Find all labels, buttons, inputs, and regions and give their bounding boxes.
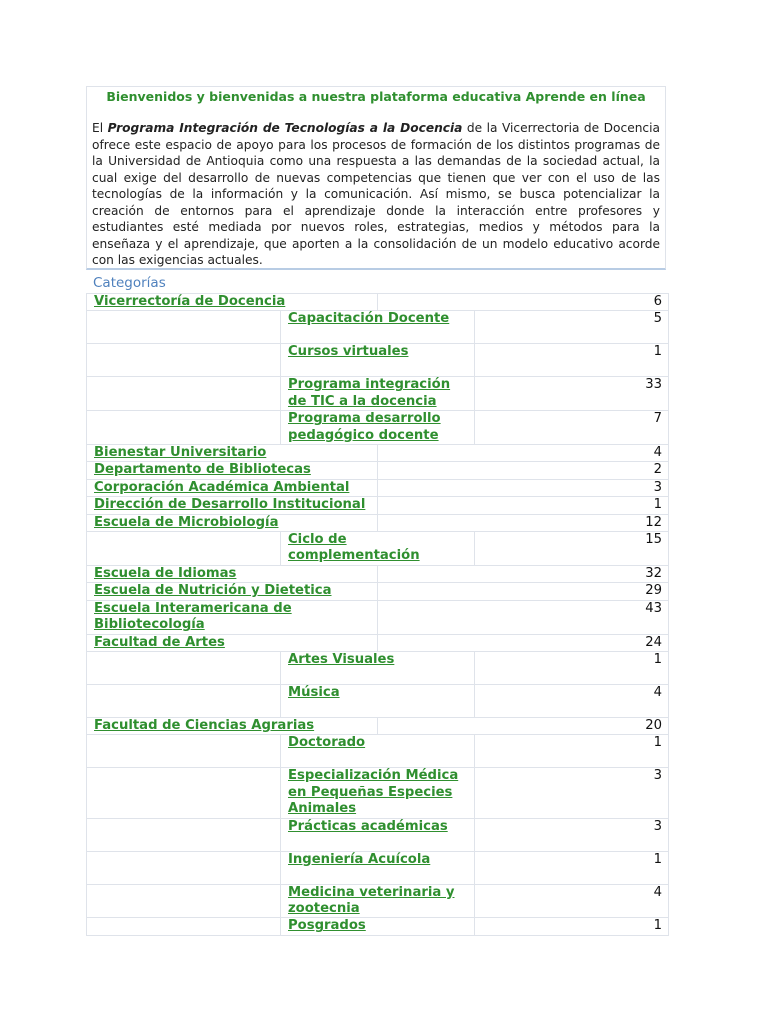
subcategory-link[interactable]: Posgrados: [288, 918, 366, 934]
category-count: 24: [378, 634, 669, 651]
category-count: 6: [378, 294, 669, 311]
subcategory-row: [87, 532, 669, 566]
category-row: [87, 634, 669, 651]
subcategory-link[interactable]: Ciclo de complementación: [288, 532, 420, 564]
subcategory-link[interactable]: Ingeniería Acuícola: [288, 851, 431, 867]
subcategory-name-cell: [281, 768, 475, 818]
indent-cell: [87, 311, 281, 344]
category-count: 3: [378, 479, 669, 496]
intro-paragraph: [92, 120, 660, 269]
category-link[interactable]: Corporación Académica Ambiental: [94, 479, 350, 495]
welcome-title: Bienvenidos y bienvenidas a nuestra plataforma educativa Aprende en línea: [106, 89, 646, 104]
subcategory-link[interactable]: Programa desarrollo pedagógico docente: [288, 411, 441, 443]
category-count: 5: [475, 311, 669, 344]
subcategory-row: [87, 377, 669, 411]
category-count: 1: [475, 735, 669, 768]
category-name-cell: [87, 479, 378, 496]
indent-cell: [87, 884, 281, 918]
category-name-cell: [87, 583, 378, 600]
categories-heading: Categorías: [93, 275, 166, 291]
subcategory-name-cell: [281, 651, 475, 684]
category-name-cell: [87, 565, 378, 582]
subcategory-name-cell: [281, 884, 475, 918]
category-count: 15: [475, 532, 669, 566]
category-count: 43: [378, 600, 669, 634]
category-count: 32: [378, 565, 669, 582]
indent-cell: [87, 651, 281, 684]
subcategory-link[interactable]: Música: [288, 684, 340, 700]
subcategory-row: [87, 818, 669, 851]
subcategory-name-cell: [281, 411, 475, 445]
category-row: [87, 600, 669, 634]
indent-cell: [87, 851, 281, 884]
category-row: [87, 717, 669, 734]
subcategory-name-cell: [281, 377, 475, 411]
category-name-cell: [87, 294, 378, 311]
category-name-cell: [87, 634, 378, 651]
subcategory-row: [87, 311, 669, 344]
subcategory-link[interactable]: Doctorado: [288, 735, 366, 751]
category-row: [87, 514, 669, 531]
indent-cell: [87, 918, 281, 935]
subcategory-row: [87, 851, 669, 884]
indent-cell: [87, 377, 281, 411]
category-row: [87, 565, 669, 582]
category-count: 7: [475, 411, 669, 445]
category-count: 2: [378, 462, 669, 479]
category-row: [87, 497, 669, 514]
subcategory-row: [87, 651, 669, 684]
category-count: 3: [475, 768, 669, 818]
category-name-cell: [87, 445, 378, 462]
category-row: [87, 294, 669, 311]
category-count: 33: [475, 377, 669, 411]
indent-cell: [87, 684, 281, 717]
category-link[interactable]: Departamento de Bibliotecas: [94, 462, 311, 478]
category-row: [87, 445, 669, 462]
indent-cell: [87, 344, 281, 377]
subcategory-name-cell: [281, 735, 475, 768]
subcategory-name-cell: [281, 311, 475, 344]
category-count: 1: [475, 344, 669, 377]
categories-table: [86, 293, 669, 936]
indent-cell: [87, 818, 281, 851]
category-count: 4: [475, 884, 669, 918]
subcategory-row: [87, 735, 669, 768]
subcategory-link[interactable]: Prácticas académicas: [288, 818, 448, 834]
subcategory-name-cell: [281, 918, 475, 935]
subcategory-row: [87, 411, 669, 445]
categories-table-body: [87, 294, 669, 936]
intro-text-start: El: [92, 121, 108, 135]
category-row: [87, 479, 669, 496]
category-link[interactable]: Escuela de Nutrición y Dietetica: [94, 583, 332, 599]
indent-cell: [87, 768, 281, 818]
subcategory-name-cell: [281, 851, 475, 884]
category-link[interactable]: Escuela de Microbiología: [94, 514, 279, 530]
category-link[interactable]: Facultad de Ciencias Agrarias: [94, 717, 315, 733]
indent-cell: [87, 411, 281, 445]
indent-cell: [87, 735, 281, 768]
category-count: 29: [378, 583, 669, 600]
subcategory-row: [87, 768, 669, 818]
category-count: 1: [475, 918, 669, 935]
category-link[interactable]: Bienestar Universitario: [94, 445, 267, 461]
category-name-cell: [87, 462, 378, 479]
category-name-cell: [87, 497, 378, 514]
category-link[interactable]: Escuela de Idiomas: [94, 565, 237, 581]
category-count: 20: [378, 717, 669, 734]
category-count: 1: [475, 651, 669, 684]
subcategory-link[interactable]: Especialización Médica en Pequeñas Especies Animales: [288, 768, 459, 817]
subcategory-name-cell: [281, 344, 475, 377]
category-row: [87, 583, 669, 600]
subcategory-link[interactable]: Programa integración de TIC a la docencia: [288, 377, 451, 409]
subcategory-row: [87, 344, 669, 377]
subcategory-row: [87, 884, 669, 918]
category-count: 12: [378, 514, 669, 531]
subcategory-row: [87, 918, 669, 935]
category-count: 4: [378, 445, 669, 462]
category-link[interactable]: Dirección de Desarrollo Institucional: [94, 497, 366, 513]
category-name-cell: [87, 514, 378, 531]
subcategory-link[interactable]: Capacitación Docente: [288, 311, 450, 327]
category-row: [87, 462, 669, 479]
category-link[interactable]: Vicerrectoría de Docencia: [94, 294, 286, 309]
category-count: 1: [378, 497, 669, 514]
subcategory-link[interactable]: Cursos virtuales: [288, 344, 409, 360]
subcategory-name-cell: [281, 818, 475, 851]
category-count: 1: [475, 851, 669, 884]
category-name-cell: [87, 717, 378, 734]
category-count: 4: [475, 684, 669, 717]
subcategory-row: [87, 684, 669, 717]
welcome-panel: [86, 86, 666, 270]
category-name-cell: [87, 600, 378, 634]
category-link[interactable]: Facultad de Artes: [94, 634, 225, 650]
subcategory-link[interactable]: Medicina veterinaria y zootecnia: [288, 884, 455, 916]
subcategory-name-cell: [281, 684, 475, 717]
indent-cell: [87, 532, 281, 566]
intro-text-rest: de la Vicerrectoria de Docencia ofrece este espacio de apoyo para los procesos de formación de los distintos programas de la Universidad de Antioquia como una respuesta a las demandas de la sociedad actual, la cual exige del desarrollo de nuevas competencias que tienen que ver con el uso de las tecnologías de la información y la comunicación. Así mismo, se busca potencializar la creación de entornos para el aprendizaje donde la interacción entre profesores y estudiantes esté mediada por nuevos roles, estrategias, medios y métodos para la enseñaza y el aprendizaje, que aporten a la consolidación de un modelo educativo acorde con las exigencias actuales.: [92, 121, 660, 267]
program-name: Programa Integración de Tecnologías a la Docencia: [107, 121, 463, 135]
subcategory-link[interactable]: Artes Visuales: [288, 651, 395, 667]
category-link[interactable]: Escuela Interamericana de Bibliotecología: [94, 600, 292, 633]
category-count: 3: [475, 818, 669, 851]
subcategory-name-cell: [281, 532, 475, 566]
